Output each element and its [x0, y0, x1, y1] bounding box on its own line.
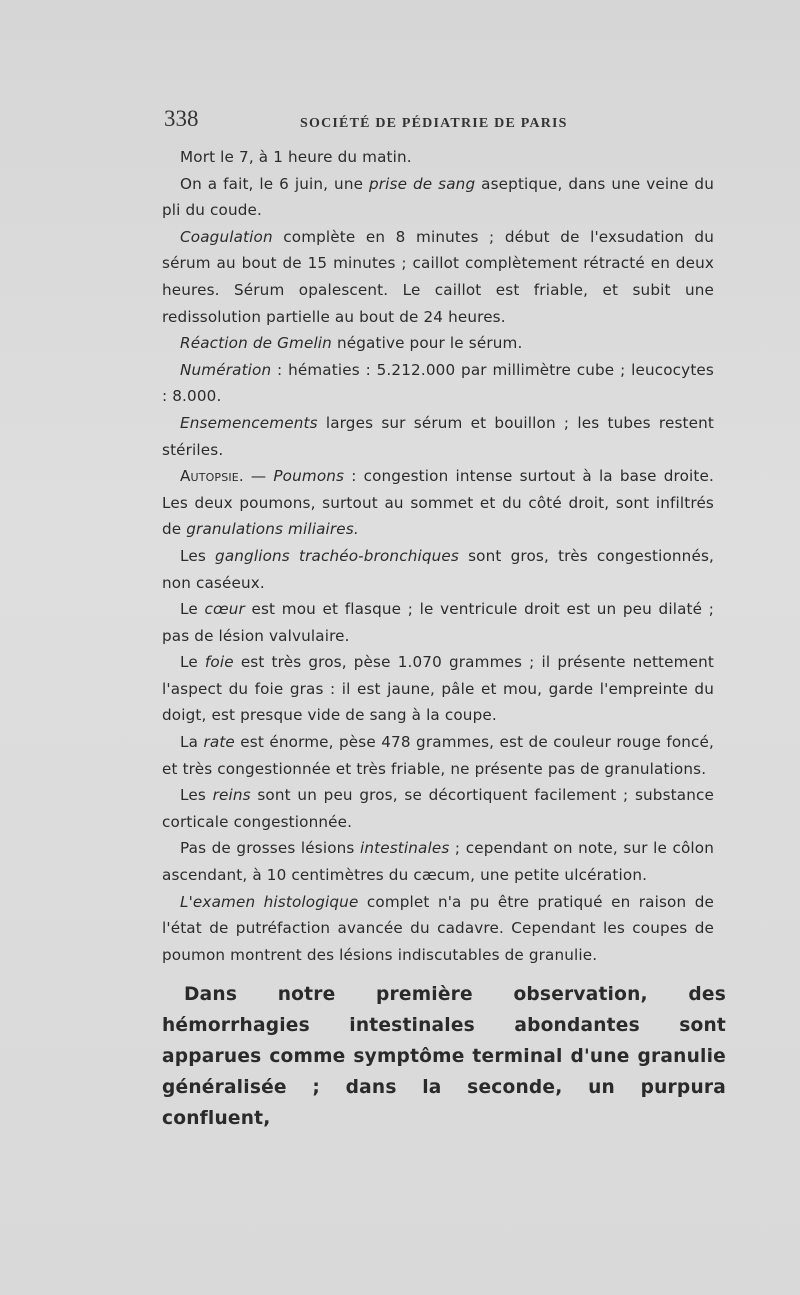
page-header	[164, 106, 724, 136]
paragraph-ganglions: Les ganglions trachéo-bronchiques sont gros, très congestionnés, non caséeux.	[162, 546, 714, 592]
running-title: SOCIÉTÉ DE PÉDIATRIE DE PARIS	[300, 116, 568, 131]
conclusion-text	[162, 979, 726, 1134]
paragraph-autopsy: Autopsie. — Poumons : congestion intense surtout à la base droite. Les deux poumons, surtout au sommet et du côté droit, sont infiltrés de granulations miliaires.	[162, 467, 715, 539]
paragraph-numeration: Numération : hématies : 5.212.000 par millimètre cube ; leucocytes : 8.000.	[162, 360, 714, 406]
paragraph-kidneys: Les reins sont un peu gros, se décortiquent facilement ; substance corticale congestionnée.	[162, 786, 714, 831]
section-label: Autopsie.	[180, 467, 244, 486]
paragraph-cultures: Ensemencements larges sur sérum et bouillon ; les tubes restent stériles.	[162, 413, 714, 459]
emphasis: granulations miliaires.	[186, 520, 359, 539]
text: Mort le 7, à 1 heure du matin.	[180, 148, 412, 166]
emphasis: reins	[212, 786, 251, 805]
emphasis: prise de sang	[368, 174, 476, 193]
paragraph-coagulation: Coagulation complète en 8 minutes ; début de l'exsudation du sérum au bout de 15 minutes ; caillot complètement rétracté en deux heures. Sérum opalescent. Le caillot est friable, et subit une redissolution partielle au bout de 24 heures.	[162, 227, 714, 326]
paragraph-histology: L'examen histologique complet n'a pu être pratiqué en raison de l'état de putréfaction avancée du cadavre. Cependant les coupes de poumon montrent des lésions indiscutables de granulie.	[162, 892, 714, 964]
conclusion-paragraph: Dans notre première observation, des hémorrhagies intestinales abondantes sont apparues comme symptôme terminal d'une granulie généralisée ; dans la seconde, un purpura confluent,	[162, 984, 726, 1129]
emphasis: rate	[203, 733, 235, 752]
observation-text	[162, 144, 714, 968]
emphasis: Poumons	[273, 467, 345, 486]
paragraph-gmelin: Réaction de Gmelin négative pour le sérum.	[180, 334, 523, 353]
emphasis: L'examen histologique	[180, 892, 359, 911]
paragraph-spleen: La rate est énorme, pèse 478 grammes, est de couleur rouge foncé, et très congestionnée et très friable, ne présente pas de granulations.	[162, 733, 715, 778]
emphasis: Numération	[180, 360, 272, 379]
paragraph-blood-sample: On a fait, le 6 juin, une prise de sang aseptique, dans une veine du pli du coude.	[162, 174, 714, 220]
paragraph-heart: Le cœur est mou et flasque ; le ventricule droit est un peu dilaté ; pas de lésion valvulaire.	[162, 600, 715, 645]
emphasis: intestinales	[359, 839, 450, 858]
page-number: 338	[164, 106, 199, 131]
emphasis: Réaction de Gmelin	[180, 334, 332, 353]
emphasis: Coagulation	[180, 227, 273, 246]
emphasis: ganglions trachéo-bronchiques	[215, 546, 459, 565]
paragraph-death	[162, 144, 714, 171]
paragraph-intestines: Pas de grosses lésions intestinales ; cependant on note, sur le côlon ascendant, à 10 centimètres du cæcum, une petite ulcération.	[162, 839, 715, 885]
emphasis: foie	[204, 653, 234, 672]
emphasis: Ensemencements	[180, 413, 318, 432]
emphasis: cœur	[204, 600, 245, 619]
paragraph-liver: Le foie est très gros, pèse 1.070 grammes ; il présente nettement l'aspect du foie gras : il est jaune, pâle et mou, garde l'empreinte du doigt, est presque vide de sang à la coupe.	[162, 653, 714, 725]
